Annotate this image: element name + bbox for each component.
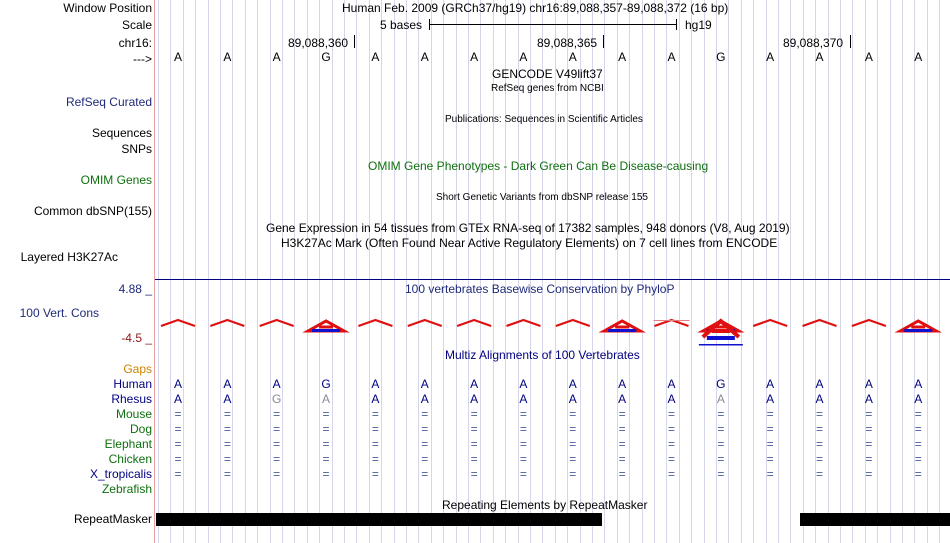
alignment-base: = — [421, 452, 429, 466]
label-h3k27ac[interactable]: Layered H3K27Ac — [20, 250, 118, 264]
alignment-base: = — [667, 437, 675, 451]
alignment-base: = — [914, 437, 922, 451]
label-chrom: chr16: — [118, 36, 152, 50]
alignment-base: = — [569, 437, 577, 451]
alignment-base: = — [421, 422, 429, 436]
ruler-tick-label: 89,088,360 — [288, 36, 349, 50]
alignment-base: = — [717, 467, 725, 481]
alignment-base: = — [816, 452, 824, 466]
alignment-base: = — [421, 467, 429, 481]
alignment-base: = — [322, 437, 330, 451]
alignment-base: = — [470, 407, 478, 421]
alignment-base: = — [371, 407, 379, 421]
label-sequences[interactable]: Sequences — [91, 126, 152, 140]
conservation-logo-letter — [210, 320, 244, 326]
refseq-description: RefSeq genes from NCBI — [491, 83, 604, 94]
base-letter: A — [470, 50, 479, 64]
alignment-base: A — [568, 392, 577, 406]
label-refseq[interactable]: RefSeq Curated — [65, 95, 152, 109]
alignment-base: = — [766, 467, 774, 481]
alignment-base: G — [716, 377, 726, 391]
base-letter: A — [815, 50, 824, 64]
alignment-base: = — [667, 407, 675, 421]
alignment-base: A — [420, 377, 429, 391]
label-snps[interactable]: SNPs — [121, 142, 152, 156]
alignment-base: A — [864, 392, 873, 406]
alignment-base: A — [914, 392, 923, 406]
phylop-description: 100 vertebrates Basewise Conservation by PhyloP — [405, 282, 675, 296]
alignment-base: = — [371, 452, 379, 466]
alignment-base: A — [371, 392, 380, 406]
repeat-element-block[interactable] — [800, 513, 950, 526]
alignment-base: = — [816, 437, 824, 451]
alignment-base: A — [667, 377, 676, 391]
alignment-base: = — [914, 422, 922, 436]
alignment-base: = — [322, 452, 330, 466]
alignment-base: A — [470, 392, 479, 406]
alignment-base: = — [667, 467, 675, 481]
alignment-base: = — [470, 437, 478, 451]
base-letter: A — [766, 50, 775, 64]
conservation-logo-letter — [904, 329, 932, 332]
phylop-min-label: -4.5 _ — [121, 331, 152, 345]
alignment-base: = — [569, 467, 577, 481]
alignment-base: = — [223, 452, 231, 466]
alignment-base: = — [816, 407, 824, 421]
alignment-base: = — [519, 422, 527, 436]
base-letter: A — [914, 50, 923, 64]
alignment-base: = — [470, 422, 478, 436]
alignment-base: = — [717, 437, 725, 451]
alignment-base: = — [273, 407, 281, 421]
species-label[interactable]: Mouse — [115, 407, 152, 421]
species-label[interactable]: Elephant — [104, 437, 152, 451]
alignment-base: A — [519, 392, 528, 406]
alignment-base: = — [371, 422, 379, 436]
alignment-base: = — [371, 437, 379, 451]
conservation-logo-letter — [161, 320, 195, 326]
alignment-base: = — [717, 452, 725, 466]
ruler-tick-label: 89,088,365 — [537, 36, 598, 50]
species-label[interactable]: Rhesus — [111, 392, 152, 406]
species-label[interactable]: Chicken — [108, 452, 152, 466]
label-window-position: Window Position — [63, 1, 152, 15]
alignment-base: = — [273, 452, 281, 466]
dbsnp-description: Short Genetic Variants from dbSNP release 155 — [436, 192, 648, 203]
alignment-base: = — [569, 422, 577, 436]
conservation-logo-letter — [457, 320, 491, 326]
alignment-base: = — [519, 467, 527, 481]
species-label[interactable]: Dog — [129, 422, 152, 436]
alignment-base: = — [766, 407, 774, 421]
repeat-element-block[interactable] — [156, 513, 602, 526]
base-letter: A — [420, 50, 429, 64]
alignment-base: A — [618, 392, 627, 406]
alignment-base: A — [371, 377, 380, 391]
alignment-base: = — [865, 422, 873, 436]
alignment-base: = — [865, 467, 873, 481]
alignment-base: A — [766, 392, 775, 406]
alignment-base: = — [618, 467, 626, 481]
alignment-base: A — [914, 377, 923, 391]
alignment-base: = — [717, 422, 725, 436]
alignment-base: A — [173, 377, 182, 391]
alignment-base: A — [815, 392, 824, 406]
alignment-base: = — [569, 452, 577, 466]
alignment-base: = — [766, 452, 774, 466]
alignment-base: A — [272, 377, 281, 391]
species-label[interactable]: Human — [113, 377, 152, 391]
base-letter: G — [716, 50, 726, 64]
alignment-base: = — [519, 437, 527, 451]
alignment-base: = — [174, 452, 182, 466]
alignment-base: = — [174, 407, 182, 421]
alignment-base: = — [322, 407, 330, 421]
alignment-base: = — [174, 467, 182, 481]
conservation-logo-letter — [408, 320, 442, 326]
alignment-base: A — [322, 392, 331, 406]
alignment-base: = — [519, 452, 527, 466]
base-letter: A — [519, 50, 528, 64]
alignment-base: = — [816, 422, 824, 436]
alignment-base: = — [865, 437, 873, 451]
alignment-base: = — [618, 422, 626, 436]
alignment-base: = — [865, 407, 873, 421]
conservation-logo-letter — [608, 329, 636, 332]
alignment-base: A — [716, 392, 725, 406]
conservation-logo-letter — [803, 320, 837, 326]
alignment-base: A — [568, 377, 577, 391]
h3k27ac-description: H3K27Ac Mark (Often Found Near Active Regulatory Elements) on 7 cell lines from ENCODE — [281, 236, 778, 250]
alignment-base: = — [223, 467, 231, 481]
alignment-base: = — [421, 437, 429, 451]
label-scale: Scale — [121, 18, 152, 32]
assembly-label: hg19 — [685, 18, 712, 32]
base-letter: A — [618, 50, 627, 64]
ruler-tick-label: 89,088,370 — [783, 36, 844, 50]
base-letter: A — [173, 50, 182, 64]
alignment-base: = — [569, 407, 577, 421]
label-cons[interactable]: 100 Vert. Cons — [19, 306, 99, 320]
base-letter: A — [223, 50, 232, 64]
alignment-base: A — [519, 377, 528, 391]
label-dbsnp[interactable]: Common dbSNP(155) — [33, 204, 152, 218]
alignment-base: = — [223, 407, 231, 421]
alignment-base: A — [420, 392, 429, 406]
omim-description: OMIM Gene Phenotypes - Dark Green Can Be Disease-causing — [368, 159, 709, 173]
conservation-logo-letter — [699, 344, 743, 346]
conservation-logo-letter — [358, 320, 392, 326]
alignment-base: A — [223, 392, 232, 406]
conservation-logo-letter — [753, 320, 787, 326]
alignment-base: A — [618, 377, 627, 391]
conservation-logo-letter — [707, 336, 735, 340]
label-omim[interactable]: OMIM Genes — [80, 173, 152, 187]
alignment-base: = — [766, 422, 774, 436]
base-letter: A — [371, 50, 380, 64]
alignment-base: = — [865, 452, 873, 466]
alignment-base: = — [273, 437, 281, 451]
alignment-base: = — [174, 437, 182, 451]
alignment-base: = — [470, 467, 478, 481]
species-label[interactable]: Zebrafish — [101, 482, 152, 496]
alignment-base: = — [223, 422, 231, 436]
alignment-base: = — [914, 452, 922, 466]
alignment-base: = — [421, 407, 429, 421]
label-strand[interactable]: ---> — [133, 52, 152, 66]
conservation-logo-letter — [556, 320, 590, 326]
alignment-base: A — [815, 377, 824, 391]
alignment-base: A — [667, 392, 676, 406]
alignment-base: = — [667, 422, 675, 436]
alignment-base: = — [618, 407, 626, 421]
alignment-base: A — [470, 377, 479, 391]
alignment-base: A — [173, 392, 182, 406]
conservation-logo-letter — [852, 320, 886, 326]
repeatmasker-description: Repeating Elements by RepeatMasker — [442, 498, 648, 512]
alignment-base: = — [470, 452, 478, 466]
species-label[interactable]: X_tropicalis — [89, 467, 152, 481]
base-letter: A — [272, 50, 281, 64]
base-letter: A — [667, 50, 676, 64]
alignment-base: G — [321, 377, 331, 391]
label-repeatmasker[interactable]: RepeatMasker — [73, 512, 152, 526]
alignment-base: = — [273, 467, 281, 481]
phylop-max-label: 4.88 _ — [118, 282, 152, 296]
alignment-base: = — [618, 452, 626, 466]
alignment-base: = — [174, 422, 182, 436]
alignment-base: = — [766, 437, 774, 451]
base-letter: A — [864, 50, 873, 64]
alignment-base: = — [667, 452, 675, 466]
gencode-title[interactable]: GENCODE V49lift37 — [492, 67, 603, 81]
phylop-bar — [654, 320, 690, 321]
conservation-logo-letter — [312, 329, 340, 332]
scale-text: 5 bases — [380, 18, 423, 32]
position-title: Human Feb. 2009 (GRCh37/hg19) chr16:89,088,357-89,088,372 (16 bp) — [342, 1, 729, 15]
alignment-base: A — [766, 377, 775, 391]
alignment-base: = — [914, 467, 922, 481]
publications-description: Publications: Sequences in Scientific Articles — [445, 114, 643, 125]
alignment-base: A — [864, 377, 873, 391]
alignment-base: = — [273, 422, 281, 436]
conservation-logo-letter — [260, 320, 294, 326]
multiz-description: Multiz Alignments of 100 Vertebrates — [445, 348, 640, 362]
alignment-base: = — [371, 467, 379, 481]
alignment-base: = — [816, 467, 824, 481]
alignment-base: = — [519, 407, 527, 421]
gtex-description: Gene Expression in 54 tissues from GTEx RNA-seq of 17382 samples, 948 donors (V8, Aug 2019) — [266, 221, 790, 235]
conservation-logo-letter — [506, 320, 540, 326]
alignment-base: = — [618, 437, 626, 451]
alignment-base: G — [272, 392, 282, 406]
alignment-base: A — [223, 377, 232, 391]
alignment-base: = — [717, 407, 725, 421]
alignment-base: = — [223, 437, 231, 451]
base-letter: G — [321, 50, 331, 64]
alignment-base: = — [914, 407, 922, 421]
base-letter: A — [568, 50, 577, 64]
label-gaps[interactable]: Gaps — [123, 362, 152, 376]
alignment-base: = — [322, 467, 330, 481]
alignment-base: = — [322, 422, 330, 436]
